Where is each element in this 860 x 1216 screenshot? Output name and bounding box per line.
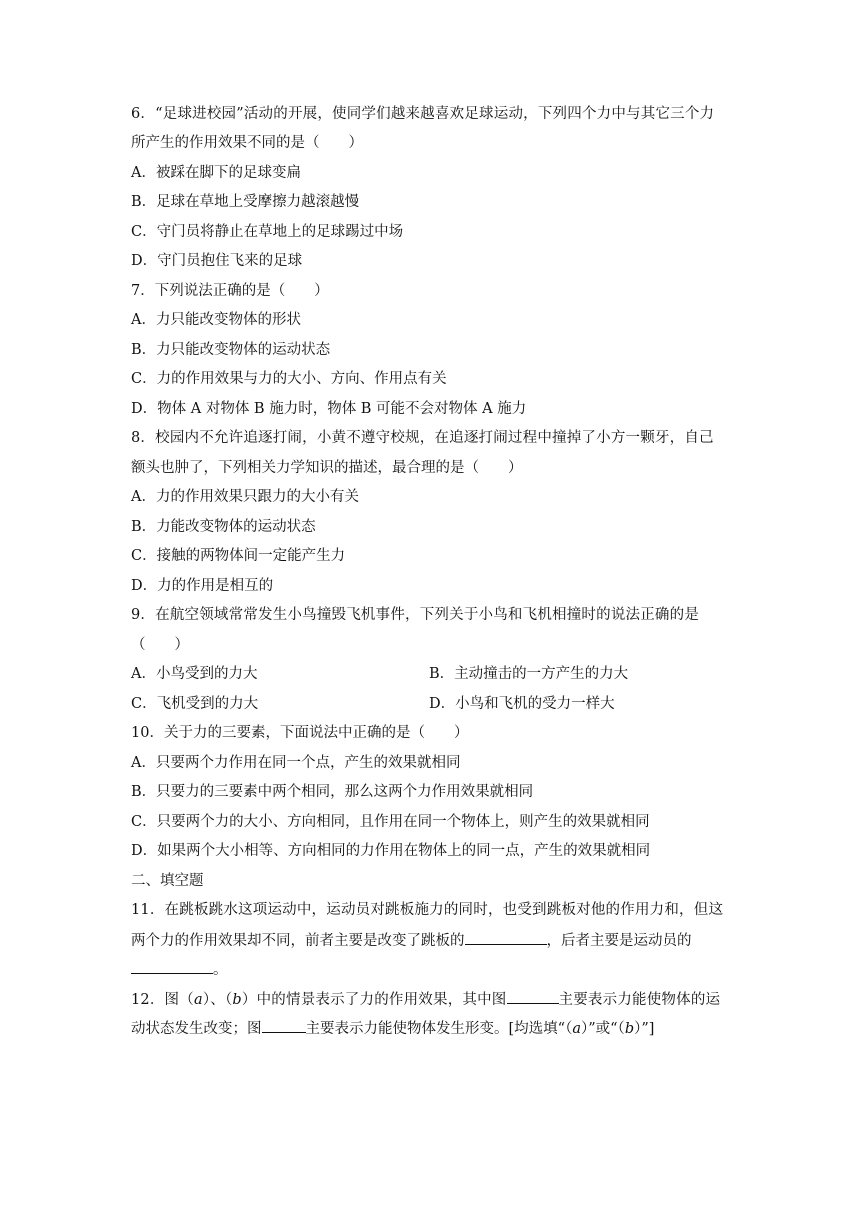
q11-stem-line3 [131,959,760,979]
q8-option-a: A．力的作用效果只跟力的大小有关 [131,489,359,505]
q10-option-d: D．如果两个大小相等、方向相同的力作用在物体上的同一点，产生的效果就相同 [131,843,651,859]
q6-stem-line2: 所产生的作用效果不同的是（ ） [131,135,363,151]
q9-stem-line1: 9．在航空领域常常发生小鸟撞毁飞机事件，下列关于小鸟和飞机相撞时的说法正确的是 [131,607,700,623]
q12-stem-line1 [131,989,760,1009]
q12-blank-2[interactable] [262,1018,306,1033]
q12-label-b: b [232,992,242,1008]
q11-blank-2[interactable] [131,959,213,974]
q11-stem-line2 [131,930,760,950]
q9-option-c: C．飞机受到的力大 [131,696,259,712]
q6-option-b: B．足球在草地上受摩擦力越滚越慢 [131,194,360,210]
section-heading-fill-in: 二、填空题 [131,873,204,889]
q9-option-a: A．小鸟受到的力大 [131,666,258,682]
q7-option-d: D．物体 A 对物体 B 施力时，物体 B 可能不会对物体 A 施力 [131,401,527,417]
q7-option-c: C．力的作用效果与力的大小、方向、作用点有关 [131,371,447,387]
q7-stem: 7．下列说法正确的是（ ） [131,283,329,299]
q12-text-part7: ）”或“（ [580,1021,625,1037]
q12-text-part1: 12．图（ [131,992,194,1008]
q9-option-d: D．小鸟和飞机的受力一样大 [429,696,615,712]
q7-option-a: A．力只能改变物体的形状 [131,312,301,328]
q10-option-c: C．只要两个力的大小、方向相同，且作用在同一个物体上，则产生的效果就相同 [131,814,650,830]
q10-stem: 10．关于力的三要素，下面说法中正确的是（ ） [131,725,469,741]
q8-stem-line1: 8．校园内不允许追逐打闹，小黄不遵守校规，在追逐打闹过程中撞掉了小方一颗牙，自己 [131,430,714,446]
q12-text-part2: ）、（ [202,992,233,1008]
q10-option-a: A．只要两个力作用在同一个点，产生的效果就相同 [131,755,461,771]
q6-option-d: D．守门员抱住飞来的足球 [131,253,303,269]
q12-text-part6: 主要表示力能使物体发生形变。[均选填“（ [305,1021,573,1037]
q12-text-part8: ）”] [634,1021,655,1037]
q9-option-b: B．主动撞击的一方产生的力大 [429,666,629,682]
q11-text-end: 。 [213,962,228,978]
q9-row2 [131,694,760,714]
q12-choice-a: a [572,1021,581,1037]
q12-blank-1[interactable] [507,989,559,1004]
q12-text-part5: 动状态发生改变；图 [131,1021,262,1037]
q12-stem-line2 [131,1018,760,1038]
q12-label-a: a [193,992,203,1008]
q6-option-c: C．守门员将静止在草地上的足球踢过中场 [131,224,404,240]
q8-option-d: D．力的作用是相互的 [131,578,274,594]
q12-text-part4: 主要表示力能使物体的运 [558,992,721,1008]
q12-choice-b: b [624,1021,635,1037]
q9-stem-line2: （ ） [131,637,189,653]
q11-text-part2: ，后者主要是运动员的 [546,933,692,949]
q8-stem-line2: 额头也肿了，下列相关力学知识的描述，最合理的是（ ） [131,460,523,476]
q7-option-b: B．力只能改变物体的运动状态 [131,342,331,358]
q12-text-part3: ）中的情景表示了力的作用效果，其中图 [241,992,507,1008]
q11-blank-1[interactable] [465,930,547,945]
q8-option-c: C．接触的两物体间一定能产生力 [131,548,346,564]
q9-row1 [131,664,760,684]
q11-stem-line1: 11．在跳板跳水这项运动中，运动员对跳板施力的同时，也受到跳板对他的作用力和，但这 [131,902,724,918]
q10-option-b: B．只要力的三要素中两个相同，那么这两个力作用效果就相同 [131,784,534,800]
q6-stem-line1: 6．“足球进校园”活动的开展，使同学们越来越喜欢足球运动，下列四个力中与其它三个力 [131,106,715,122]
q11-text-part1: 两个力的作用效果却不同，前者主要是改变了跳板的 [131,933,465,949]
q8-option-b: B．力能改变物体的运动状态 [131,519,316,535]
q6-option-a: A．被踩在脚下的足球变扁 [131,165,301,181]
